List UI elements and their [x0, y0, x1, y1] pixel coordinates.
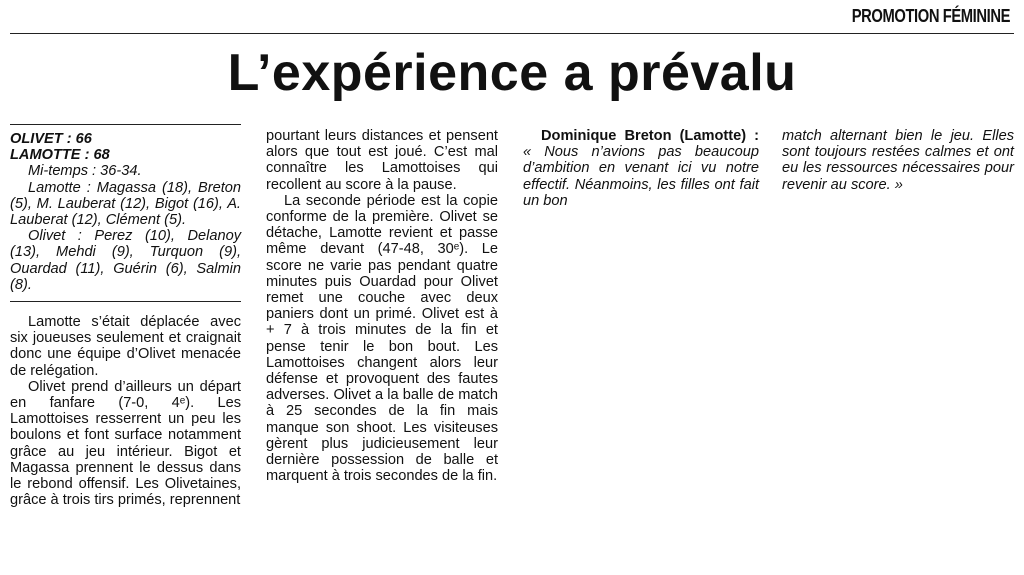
- lamotte-lineup: Lamotte : Magassa (18), Breton (5), M. Lauberat (12), Bigot (16), A. Lauberat (12), Clément (5).: [10, 179, 241, 229]
- score-lamotte: LAMOTTE : 68: [10, 147, 110, 164]
- column-2: [266, 128, 498, 484]
- section-rubric: PROMOTION FÉMININE: [851, 6, 1010, 26]
- column-3: [523, 128, 759, 209]
- top-divider: [10, 33, 1014, 34]
- article-paragraph-3: La seconde période est la copie conforme de la première. Olivet se détache, Lamotte revient et passe même devant (47-48, 30ᵉ). Le score ne varie pas pendant quatre minutes puis Ouardad pour Olivet remet une couche avec deux paniers dont un primé. Olivet est à + 7 à trois minutes de la fin et pense tenir le bon bout. Les Lamottoises changent alors leur défense et provoquent des fautes adverses. Olivet a la balle de match à 25 secondes de la fin mais manque son shoot. Les visiteuses gèrent plus judicieusement leur dernière possession de balle et marquent à trois secondes de la fin.: [266, 192, 498, 485]
- article-paragraph-2: Olivet prend d’ailleurs un départ en fanfare (7-0, 4ᵉ). Les Lamottoises resserrent un peu les boulons et font surface notamment grâce au jeu intérieur. Bigot et Magassa prennent le dessus dans le rebond offensif. Les Olivetaines, grâce à trois tirs primés, reprennent: [10, 378, 241, 509]
- article-paragraph-1: Lamotte s’était déplacée avec six joueuses seulement et craignait donc une équipe d’Olivet menacée de relégation.: [10, 314, 241, 379]
- quote-author: Dominique Breton (Lamotte) :: [541, 128, 759, 144]
- quote-text-part-1: « Nous n’avions pas beaucoup d’ambition en venant ici vu notre effectif. Néanmoins, les filles ont fait un bon: [523, 144, 759, 209]
- article-paragraph-2-continued: pourtant leurs distances et pensent alors que tout est joué. C’est mal connaître les Lamottoises qui recollent au score à la pause.: [266, 128, 498, 193]
- halftime-score: Mi-temps : 36-34.: [28, 163, 142, 180]
- score-olivet: OLIVET : 66: [10, 131, 92, 147]
- column-4: [782, 128, 1014, 193]
- headline: L’expérience a prévalu: [227, 44, 797, 102]
- quote-text-part-2: match alternant bien le jeu. Elles sont toujours restées calmes et ont eu les ressources nécessaires pour revenir au score. »: [782, 128, 1014, 193]
- results-box: [10, 163, 241, 293]
- quote-paragraph: [523, 128, 759, 209]
- olivet-lineup: Olivet : Perez (10), Delanoy (13), Mehdi (9), Turquon (9), Ouardad (11), Guérin (6), Salmin (8).: [10, 228, 241, 293]
- column-1: [10, 124, 241, 508]
